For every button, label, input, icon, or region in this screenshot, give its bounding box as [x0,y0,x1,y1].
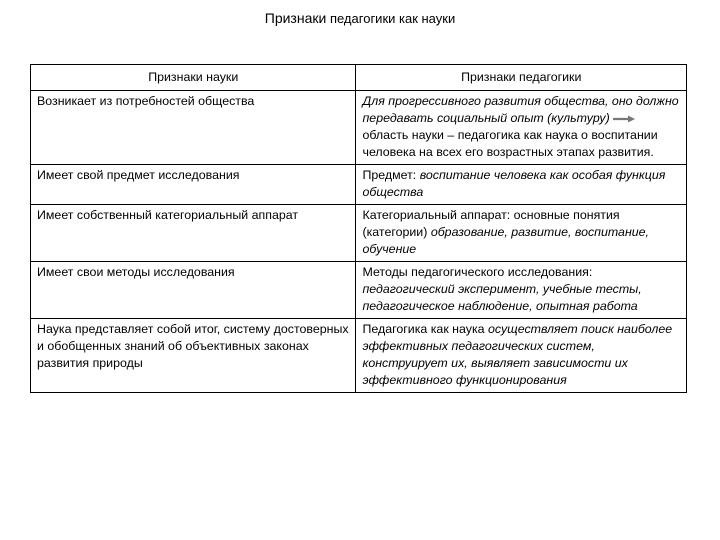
page-title [0,10,720,26]
title-part-2: педагогики как науки [329,11,456,26]
cell-text-before-arrow: Для прогрессивного развития общества, оно должно передавать социальный опыт (культуру) [362,94,679,125]
table-row [31,91,687,165]
cell-italic-text: образование, развитие, воспитание, обучение [362,225,649,256]
cell-pedagogy [356,262,687,319]
title-part-1: Признаки [264,10,327,26]
cell-pedagogy [356,205,687,262]
table-row [31,165,687,205]
cell-text-after-arrow: область науки – педагогика как наука о воспитании человека на всех его возрастных этапах развития. [362,128,658,159]
table-row [31,205,687,262]
cell-label: Предмет: [362,168,417,182]
cell-pedagogy [356,165,687,205]
table-header-row [31,65,687,91]
cell-label: Педагогика как наука [362,322,485,336]
cell-science: Имеет собственный категориальный аппарат [31,205,356,262]
cell-science: Возникает из потребностей общества [31,91,356,165]
cell-pedagogy [356,91,687,165]
cell-italic-text: педагогический эксперимент, учебные тесты, педагогическое наблюдение, опытная работа [362,282,642,313]
cell-pedagogy [356,319,687,393]
header-pedagogy-features: Признаки педагогики [356,65,687,91]
table-row [31,319,687,393]
cell-italic-text: осуществляет поиск наиболее эффективных педагогических систем, конструирует их, выявляет зависимости их эффективного функционирования [362,322,673,387]
comparison-table [30,64,687,393]
table-row [31,262,687,319]
arrow-right-icon [613,115,635,123]
cell-science: Имеет свой предмет исследования [31,165,356,205]
cell-label: Категориальный аппарат: основные понятия (категории) [362,208,620,239]
header-science-features: Признаки науки [31,65,356,91]
cell-italic-text: воспитание человека как особая функция общества [362,168,666,199]
cell-label: Методы педагогического исследования: [362,265,593,279]
cell-science: Имеет свои методы исследования [31,262,356,319]
cell-science: Наука представляет собой итог, систему достоверных и обобщенных знаний об объективных законах развития природы [31,319,356,393]
